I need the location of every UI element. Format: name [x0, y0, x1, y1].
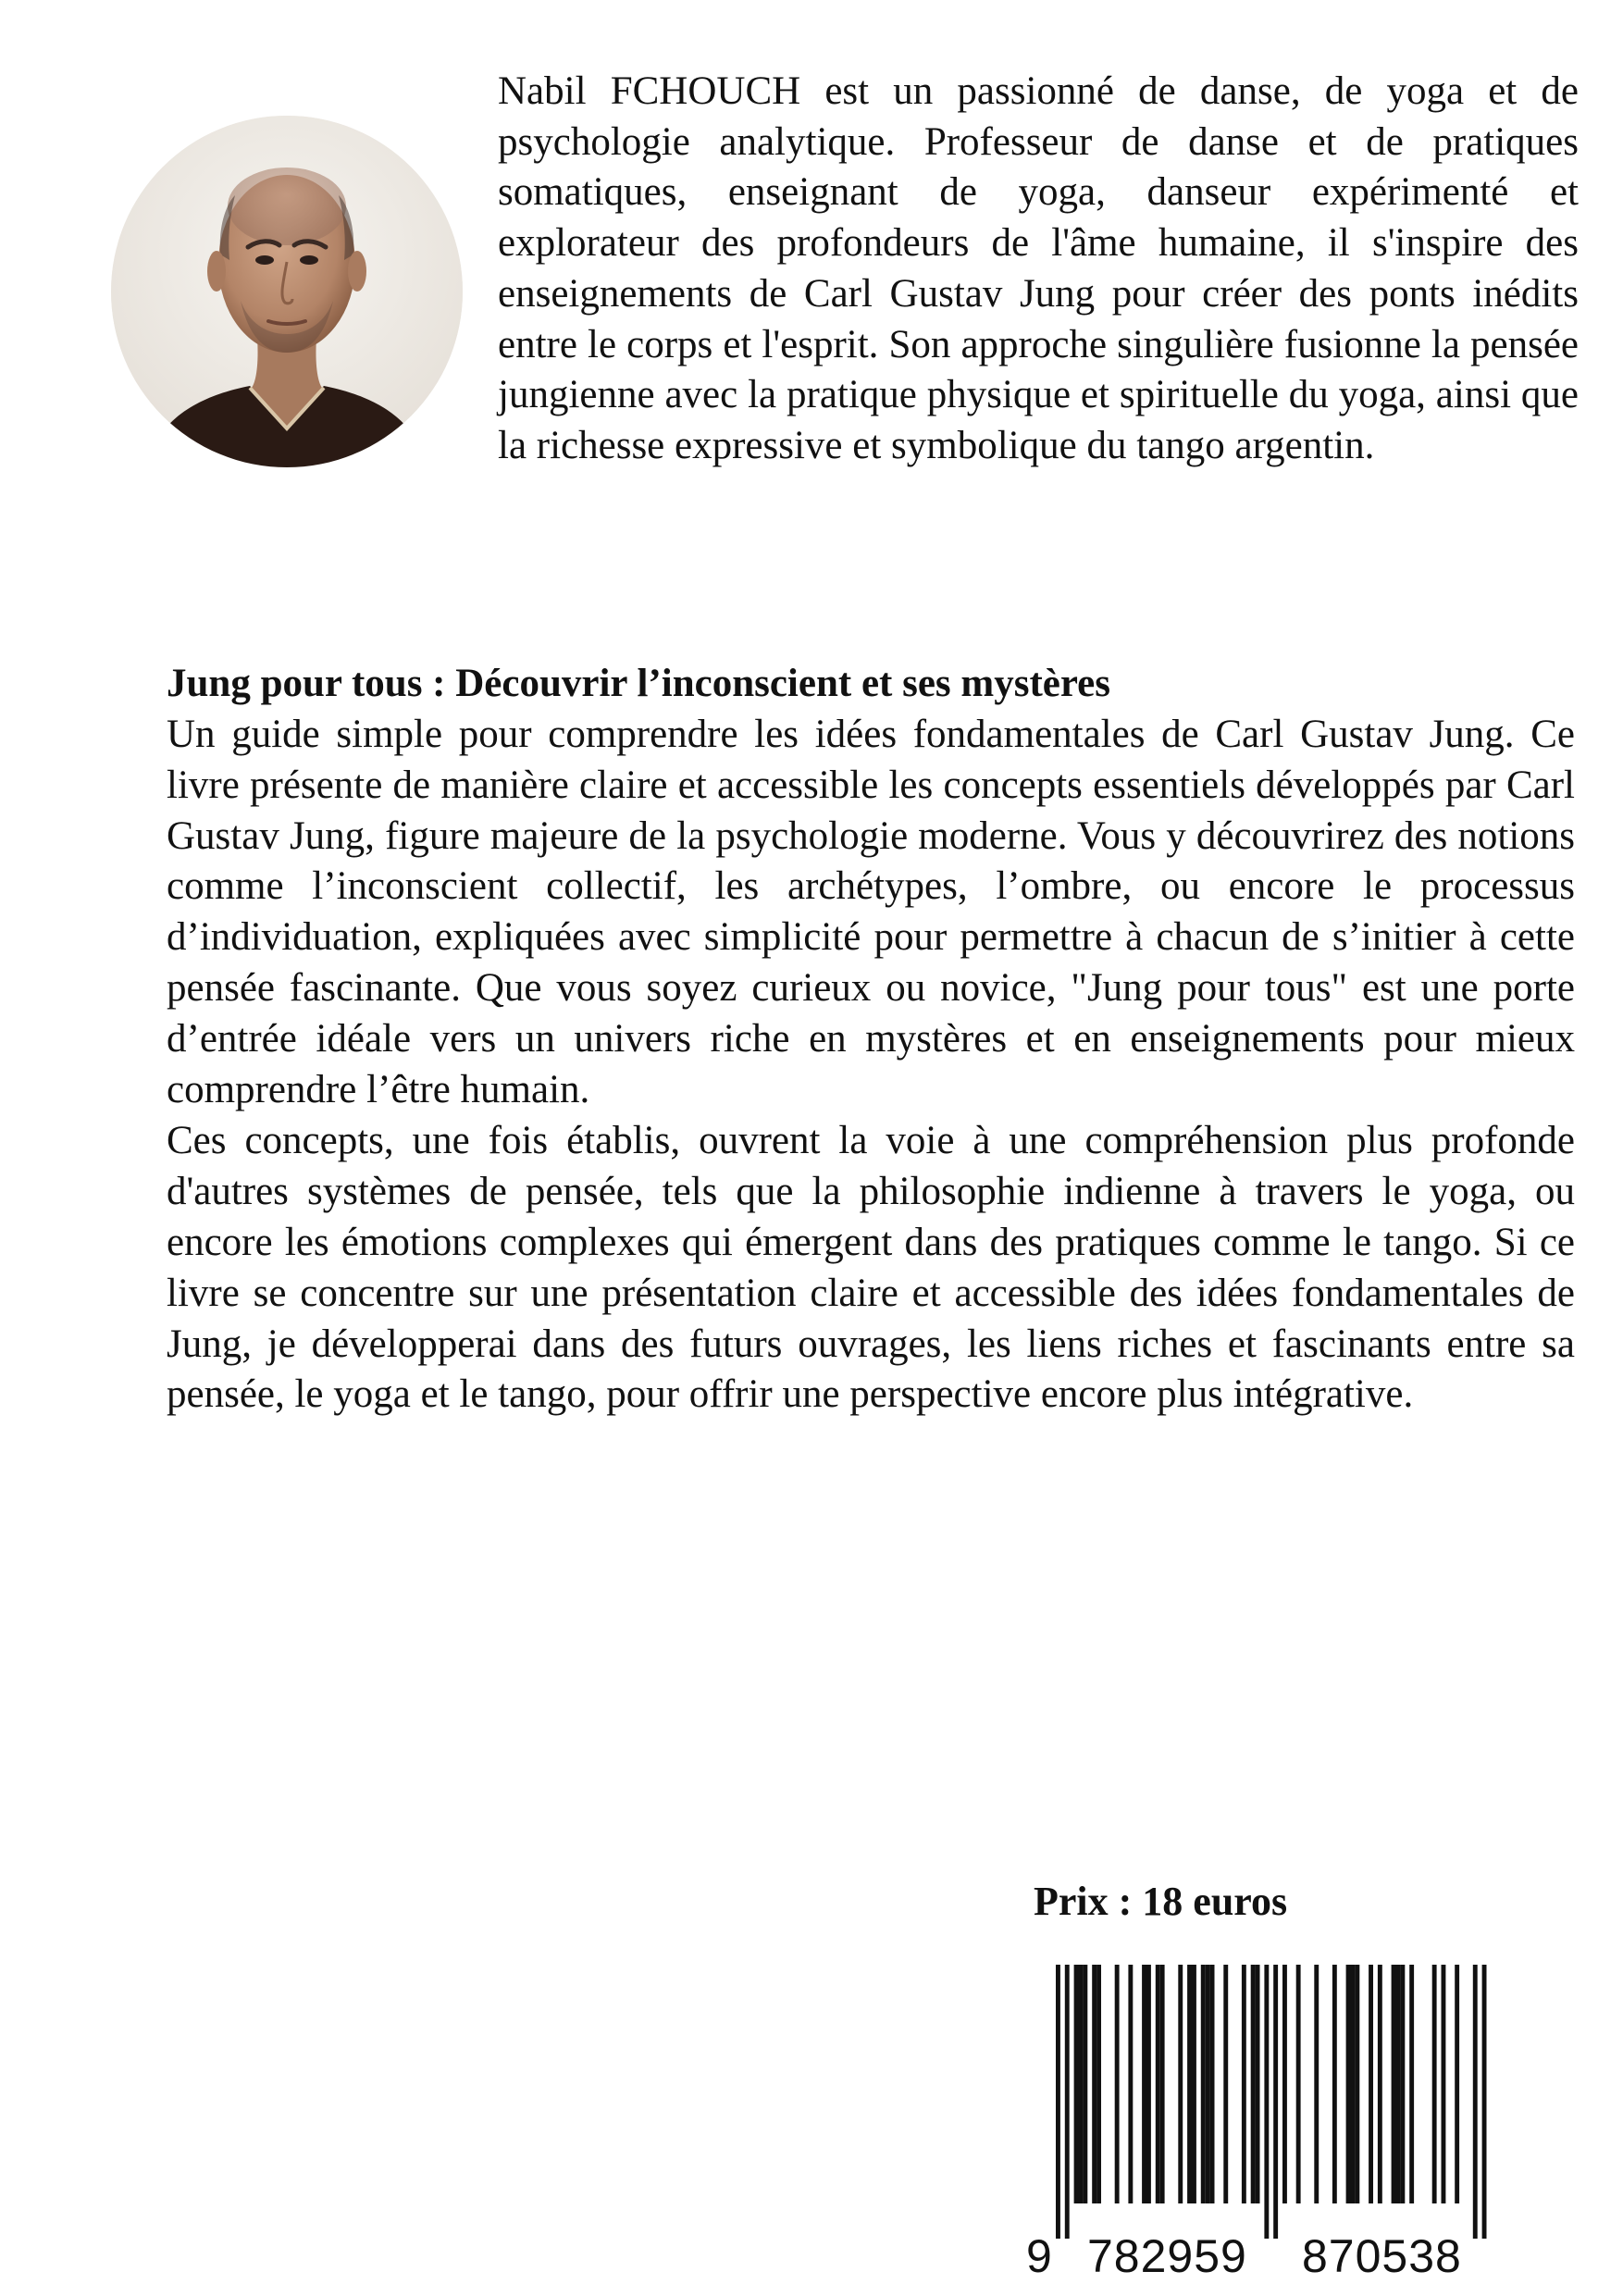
barcode-bar	[1092, 1965, 1096, 2203]
barcode-bar	[1264, 1965, 1269, 2239]
barcode-bar	[1074, 1965, 1079, 2203]
barcode-bar	[1083, 1965, 1087, 2203]
barcode-bar	[1142, 1965, 1146, 2203]
barcode-bar	[1178, 1965, 1183, 2203]
barcode-bar	[1273, 1965, 1278, 2239]
barcode-bar	[1351, 1965, 1356, 2203]
barcode-bar	[1065, 1965, 1070, 2239]
author-portrait-image	[111, 116, 463, 467]
barcode-bar	[1378, 1965, 1382, 2203]
barcode-bar	[1282, 1965, 1287, 2203]
book-description	[167, 659, 1575, 1421]
barcode-bar	[1473, 1965, 1478, 2239]
barcode-bars	[1024, 1965, 1500, 2242]
barcode-bar	[1369, 1965, 1373, 2203]
barcode-bar	[1223, 1965, 1228, 2203]
barcode-bar	[1210, 1965, 1215, 2203]
barcode-bar	[1192, 1965, 1196, 2203]
barcode-bar	[1256, 1965, 1260, 2203]
barcode-bar	[1332, 1965, 1337, 2203]
barcode-bar	[1296, 1965, 1301, 2203]
barcode-bar	[1400, 1965, 1405, 2203]
barcode-bar	[1432, 1965, 1437, 2203]
barcode-bar	[1455, 1965, 1459, 2203]
barcode-bar	[1160, 1965, 1165, 2203]
barcode-digit-lead: 9	[1026, 2230, 1053, 2282]
barcode-bar	[1115, 1965, 1120, 2203]
barcode-bar	[1187, 1965, 1192, 2203]
barcode-bar	[1442, 1965, 1446, 2203]
book-title: Jung pour tous : Découvrir l’inconscient et ses mystères	[167, 662, 1110, 705]
barcode-bar	[1482, 1965, 1487, 2239]
barcode-bar	[1392, 1965, 1396, 2203]
barcode-bar	[1056, 1965, 1060, 2239]
barcode-bar	[1156, 1965, 1160, 2203]
barcode-digits-left: 782959	[1087, 2230, 1247, 2282]
barcode-bar	[1346, 1965, 1351, 2203]
barcode-bar	[1409, 1965, 1414, 2203]
barcode-bar	[1128, 1965, 1133, 2203]
barcode-bar	[1146, 1965, 1151, 2203]
isbn-barcode	[1024, 1965, 1500, 2282]
barcode-bar	[1096, 1965, 1101, 2203]
barcode-bar	[1242, 1965, 1246, 2203]
barcode-bar	[1206, 1965, 1210, 2203]
barcode-digits-right: 870538	[1302, 2230, 1462, 2282]
price-label: Prix : 18 euros	[1034, 1879, 1288, 1924]
author-photo	[111, 116, 463, 467]
barcode-bar	[1079, 1965, 1084, 2203]
barcode-bar	[1201, 1965, 1206, 2203]
book-description-paragraph-1: Un guide simple pour comprendre les idées fondamentales de Carl Gustav Jung. Ce livre présente de manière claire et accessible les concepts essentiels développés par Carl Gustav Jung, figure majeure de la psychologie moderne. Vous y découvrirez des notions comme l’inconscient collectif, les archétypes, l’ombre, ou encore le processus d’individuation, expliquées avec simplicité pour permettre à chacun de s’initier à cette pensée fascinante. Que vous soyez curieux ou novice, "Jung pour tous" est une porte d’entrée idéale vers un univers riche en mystères et en enseignements pour mieux comprendre l’être humain.	[167, 712, 1575, 1112]
barcode-bar	[1251, 1965, 1256, 2203]
book-description-paragraph-2: Ces concepts, une fois établis, ouvrent la voie à une compréhension plus profonde d'autres systèmes de pensée, tels que la philosophie indienne à travers le yoga, ou encore les émotions complexes qui émergent dans des pratiques comme le tango. Si ce livre se concentre sur une présentation claire et accessible des idées fondamentales de Jung, je développerai dans des futurs ouvrages, les liens riches et fascinants entre sa pensée, le yoga et le tango, pour offrir une perspective encore plus intégrative.	[167, 1118, 1575, 1417]
barcode-bar	[1355, 1965, 1359, 2203]
barcode-bar	[1314, 1965, 1319, 2203]
author-bio: Nabil FCHOUCH est un passionné de danse, de yoga et de psychologie analytique. Professeur de danse et de pratiques somatiques, enseignant de yoga, danseur expérimenté et explorateur des profondeurs de l'âme humaine, il s'inspire des enseignements de Carl Gustav Jung pour créer des ponts inédits entre le corps et l'esprit. Son approche singulière fusionne la pensée jungienne avec la pratique physique et spirituelle du yoga, ainsi que la richesse expressive et symbolique du tango argentin.	[498, 69, 1579, 467]
barcode-bar	[1396, 1965, 1401, 2203]
